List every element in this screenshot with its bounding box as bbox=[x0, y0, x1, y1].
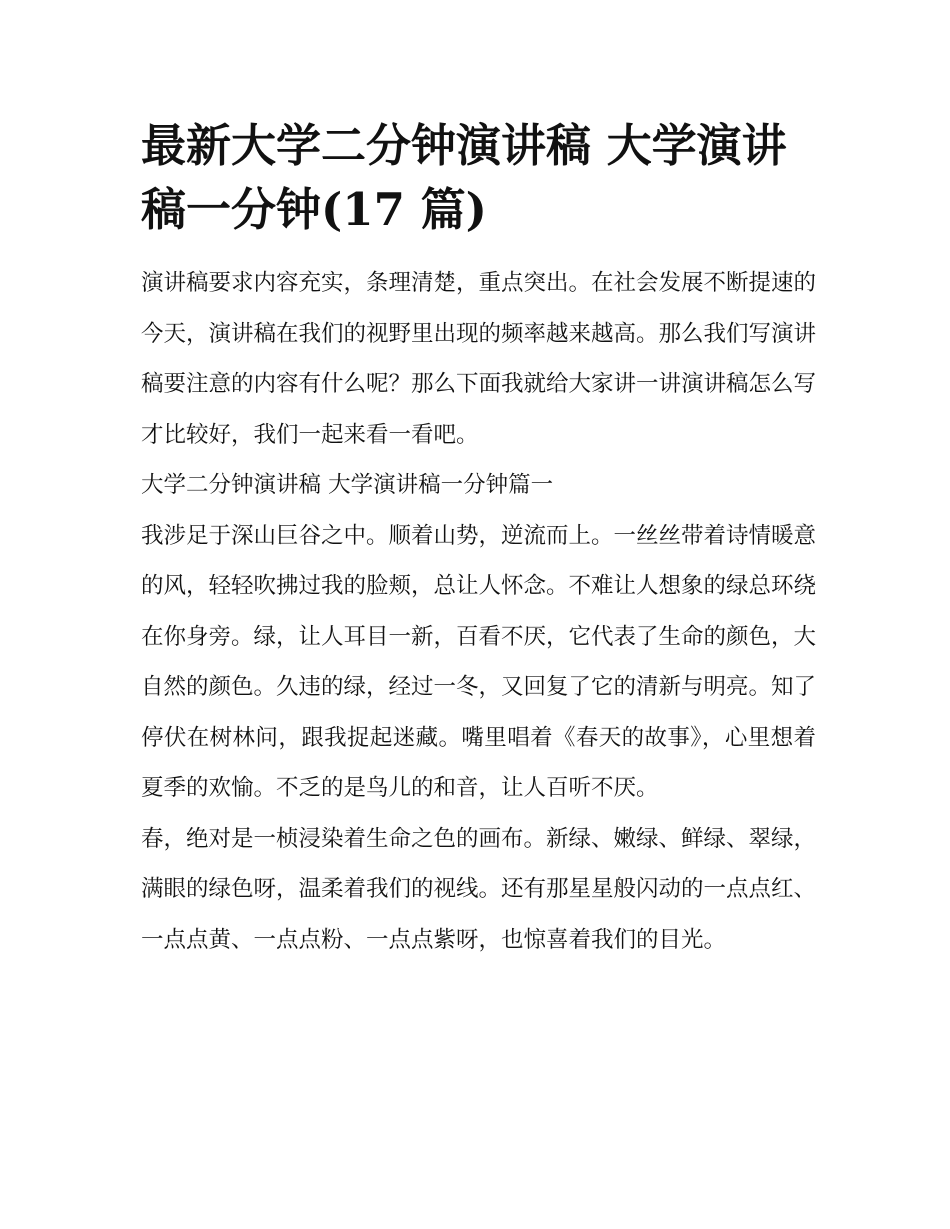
section-heading: 大学二分钟演讲稿 大学演讲稿一分钟篇一 bbox=[141, 472, 554, 498]
document-title: 最新大学二分钟演讲稿 大学演讲稿一分钟(17 篇) bbox=[141, 119, 787, 236]
intro-paragraph: 演讲稿要求内容充实，条理清楚，重点突出。在社会发展不断提速的今天，演讲稿在我们的视野里出现的频率越来越高。那么我们写演讲稿要注意的内容有什么呢？那么下面我就给大家讲一讲演讲稿怎么写才比较好，我们一起来看一看吧。 bbox=[141, 270, 817, 448]
document-page bbox=[141, 114, 816, 965]
body-paragraph-1: 我涉足于深山巨谷之中。顺着山势，逆流而上。一丝丝带着诗情暖意的风，轻轻吹拂过我的脸颊，总让人怀念。不难让人想象的绿总环绕在你身旁。绿，让人耳目一新，百看不厌，它代表了生命的颜色，大自然的颜色。久违的绿，经过一冬，又回复了它的清新与明亮。知了停伏在树林问，跟我捉起迷藏。嘴里唱着《春天的故事》，心里想着夏季的欢愉。不乏的是鸟儿的和音，让人百听不厌。 bbox=[141, 522, 817, 801]
body-paragraph-2: 春，绝对是一桢浸染着生命之色的画布。新绿、嫩绿、鲜绿、翠绿，满眼的绿色呀，温柔着我们的视线。还有那星星般闪动的一点点红、一点点黄、一点点粉、一点点紫呀，也惊喜着我们的目光。 bbox=[141, 825, 817, 953]
